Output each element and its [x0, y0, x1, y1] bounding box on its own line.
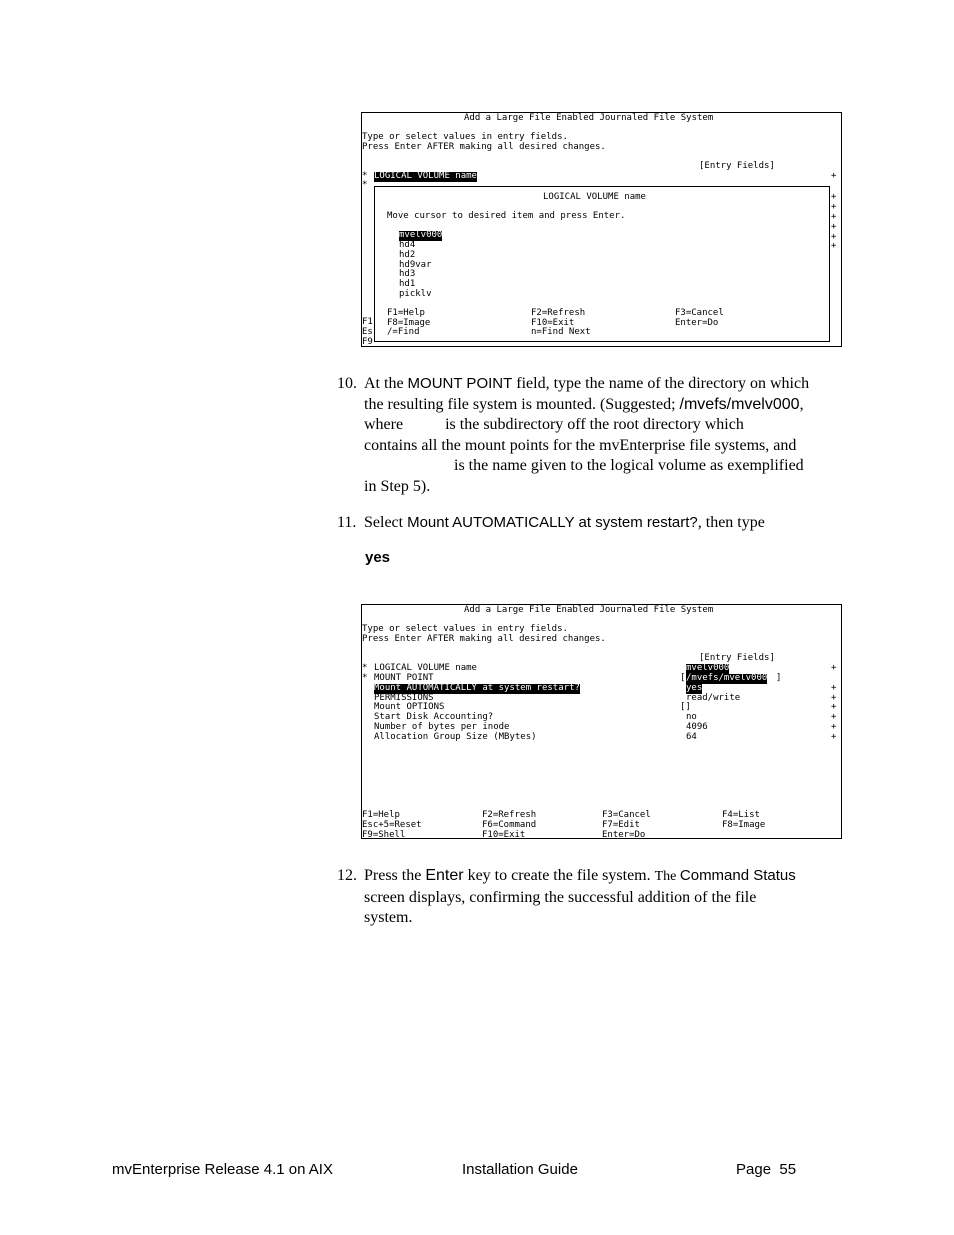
list-indicator: + — [831, 222, 837, 232]
text: The — [654, 869, 680, 884]
key-name: Enter — [425, 867, 464, 884]
footer-document-title: Installation Guide — [462, 1161, 578, 1178]
suggested-path: /mvefs/mvelv000 — [679, 395, 800, 413]
list-indicator: + — [831, 212, 837, 222]
popup-title: LOGICAL VOLUME name — [543, 192, 646, 202]
popup-list-item[interactable]: hd4 — [399, 240, 416, 250]
mount-auto-value[interactable]: yes — [686, 683, 703, 693]
list-indicator: + — [831, 712, 837, 722]
text: is the name given to the logical volume as exemplified — [454, 457, 804, 474]
popup-list-item[interactable]: hd2 — [399, 250, 416, 260]
text: in Step 5). — [364, 477, 431, 495]
list-indicator: + — [831, 232, 837, 242]
allocation-group-size-value[interactable]: 64 — [686, 732, 697, 742]
list-indicator: + — [831, 693, 837, 703]
smit-screen-lv-list — [361, 112, 842, 347]
cancel-key[interactable]: F3=Cancel — [675, 308, 724, 318]
text-line — [364, 888, 844, 909]
text: , — [799, 395, 804, 413]
do-key[interactable]: Enter=Do — [602, 830, 646, 840]
command-key[interactable]: F6=Command — [482, 820, 537, 830]
text-line — [364, 908, 844, 929]
list-key[interactable]: F4=List — [722, 810, 760, 820]
instruction-line: Type or select values in entry fields. — [362, 132, 568, 142]
list-indicator: + — [831, 732, 837, 742]
list-indicator: + — [831, 241, 837, 251]
list-indicator: + — [831, 722, 837, 732]
field-label-selected[interactable]: Mount AUTOMATICALLY at system restart? — [374, 683, 580, 693]
required-marker: * — [362, 180, 368, 190]
text-line — [364, 374, 844, 395]
typed-value: yes — [365, 549, 391, 566]
text-line — [364, 866, 844, 888]
reset-key[interactable]: Esc+5=Reset — [362, 820, 422, 830]
required-marker: * — [362, 171, 368, 181]
field-label: MOUNT POINT — [374, 673, 434, 683]
find-next-key[interactable]: n=Find Next — [531, 327, 591, 337]
footer-page-number: Page 55 — [736, 1161, 797, 1178]
mount-point-value[interactable]: /mvefs/mvelv000 — [686, 673, 768, 683]
text: screen displays, confirming the successful addition of the file — [364, 888, 757, 906]
text: Press the — [364, 867, 426, 884]
popup-instruction: Move cursor to desired item and press Enter. — [387, 211, 626, 221]
text: field, type the name of the directory on which — [512, 375, 810, 392]
lv-name-field-label[interactable]: LOGICAL VOLUME name — [374, 171, 477, 181]
permissions-value[interactable]: read/write — [686, 693, 741, 703]
screen-name: Command Status — [679, 867, 796, 884]
popup-list-item[interactable]: picklv — [399, 289, 432, 299]
list-indicator: + — [831, 171, 837, 181]
mount-options-value[interactable]: [] — [680, 702, 691, 712]
list-indicator: + — [831, 683, 837, 693]
function-key-fragment: F1 — [362, 317, 373, 327]
screen-title: Add a Large File Enabled Journaled File System — [464, 113, 714, 123]
list-indicator: + — [831, 663, 837, 673]
cancel-key[interactable]: F3=Cancel — [602, 810, 651, 820]
step-10-text — [364, 374, 844, 497]
field-label: Start Disk Accounting? — [374, 712, 494, 722]
instruction-line: Type or select values in entry fields. — [362, 624, 568, 634]
field-label: Mount OPTIONS — [374, 702, 445, 712]
shell-key[interactable]: F9=Shell — [362, 830, 406, 840]
text-line — [364, 456, 844, 477]
list-indicator: + — [831, 192, 837, 202]
help-key[interactable]: F1=Help — [362, 810, 400, 820]
text-line — [364, 415, 844, 436]
edit-key[interactable]: F7=Edit — [602, 820, 640, 830]
text: the resulting file system is mounted. (Suggested; — [364, 395, 680, 413]
text: At the — [364, 375, 408, 392]
step-11-text — [364, 513, 844, 534]
do-key[interactable]: Enter=Do — [675, 318, 719, 328]
instruction-line: Press Enter AFTER making all desired changes. — [362, 142, 606, 152]
required-marker: * — [362, 663, 368, 673]
step-number: 12. — [337, 867, 357, 884]
popup-list-item[interactable]: hd3 — [399, 269, 416, 279]
lv-selection-popup — [374, 186, 830, 342]
option-name: Mount AUTOMATICALLY at system restart? — [407, 514, 698, 531]
list-indicator: + — [831, 702, 837, 712]
smit-screen-add-jfs — [361, 604, 842, 839]
step-number: 10. — [337, 375, 357, 392]
exit-key[interactable]: F10=Exit — [531, 318, 575, 328]
footer-product: mvEnterprise Release 4.1 on AIX — [112, 1161, 333, 1178]
exit-key[interactable]: F10=Exit — [482, 830, 526, 840]
text: where — [364, 416, 404, 433]
entry-fields-header: [Entry Fields] — [699, 653, 775, 663]
bytes-per-inode-value[interactable]: 4096 — [686, 722, 708, 732]
instruction-line: Press Enter AFTER making all desired changes. — [362, 634, 606, 644]
refresh-key[interactable]: F2=Refresh — [531, 308, 586, 318]
field-label: PERMISSIONS — [374, 693, 434, 703]
text-line — [364, 436, 844, 457]
text: contains all the mount points for the mvEnterprise file systems, and — [364, 436, 797, 454]
text-line — [364, 477, 844, 498]
image-key[interactable]: F8=Image — [387, 318, 431, 328]
field-label: LOGICAL VOLUME name — [374, 663, 477, 673]
popup-list-item[interactable]: hd9var — [399, 260, 432, 270]
required-marker: * — [362, 673, 368, 683]
text: key to create the file system. — [463, 867, 655, 884]
screen-title: Add a Large File Enabled Journaled File System — [464, 605, 714, 615]
text: , then type — [697, 514, 765, 531]
bracket: [ — [680, 673, 686, 683]
lv-name-value[interactable]: mvelv000 — [686, 663, 730, 673]
popup-list-item-selected[interactable]: mvelv000 — [399, 230, 443, 240]
text: is the subdirectory off the root directory which — [445, 416, 744, 433]
field-label: Allocation Group Size (MBytes) — [374, 732, 537, 742]
refresh-key[interactable]: F2=Refresh — [482, 810, 537, 820]
list-indicator: + — [831, 202, 837, 212]
help-key[interactable]: F1=Help — [387, 308, 425, 318]
disk-accounting-value[interactable]: no — [686, 712, 697, 722]
function-key-fragment: Es — [362, 327, 373, 337]
field-name: MOUNT POINT — [407, 375, 513, 392]
field-label: Number of bytes per inode — [374, 722, 510, 732]
step-12-text — [364, 866, 844, 929]
text: Select — [364, 514, 408, 531]
bracket: ] — [776, 673, 782, 683]
find-key[interactable]: /=Find — [387, 327, 420, 337]
image-key[interactable]: F8=Image — [722, 820, 766, 830]
entry-fields-header: [Entry Fields] — [699, 161, 775, 171]
function-key-fragment: F9 — [362, 337, 373, 347]
step-number: 11. — [337, 514, 357, 531]
popup-list-item[interactable]: hd1 — [399, 279, 416, 289]
text: system. — [364, 909, 413, 926]
text-line — [364, 395, 844, 416]
